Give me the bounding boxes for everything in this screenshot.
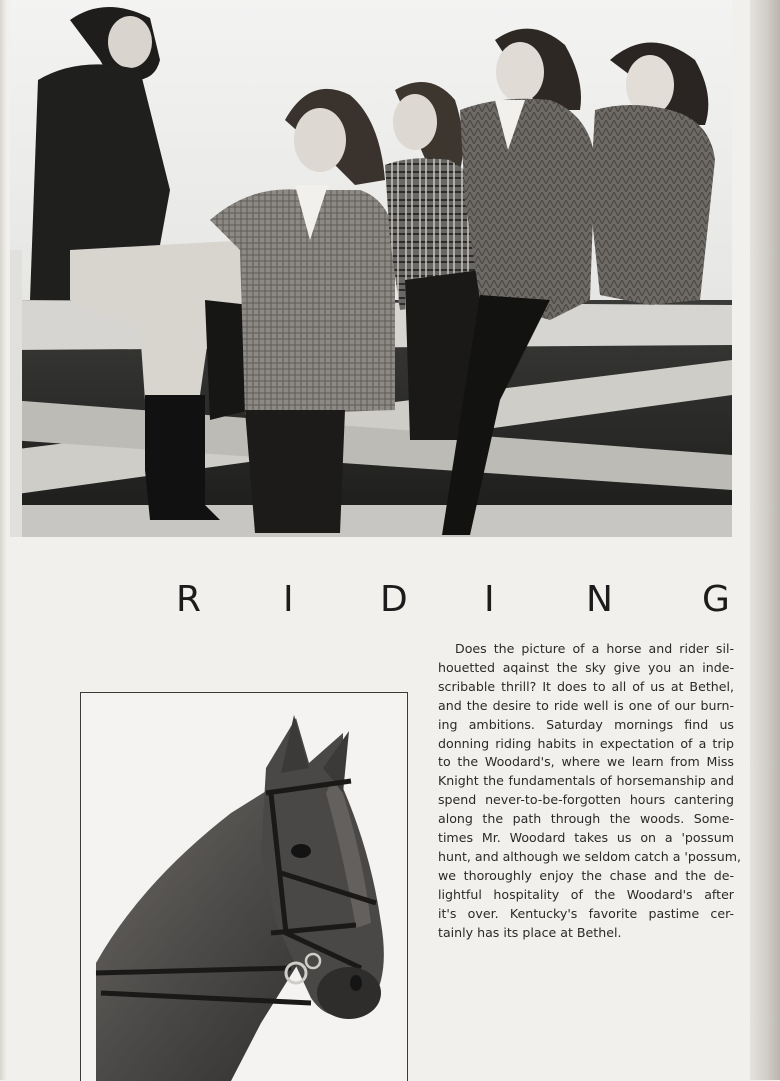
paragraph-line: it's over. Kentucky's favorite pastime cer- [438,905,734,921]
heading-letter: R [176,579,202,620]
paragraph-line: donning riding habits in expectation of a trip [438,735,734,751]
paragraph-line: along the path through the woods. Some- [438,811,734,827]
paragraph-line: to the Woodard's, where we learn from Miss [438,754,734,770]
heading-letter: G [702,579,730,620]
horse-photograph [80,692,408,1081]
paragraph-line: scribable thrill? It does to all of us at Bethel, [438,678,734,694]
body-paragraph [438,640,741,943]
paragraph-line: houetted aqainst the sky give you an inde- [438,659,734,675]
heading-letter: D [380,579,408,620]
paragraph-line: Knight the fundamentals of horsemanship and [438,773,734,789]
paragraph-line: times Mr. Woodard takes us on a 'possum [438,830,734,846]
riders-photograph [10,0,732,537]
paragraph-line: hunt, and although we seldom catch a 'possum, [438,848,741,864]
page-edge [0,0,6,1080]
paragraph-line: lightful hospitality of the Woodard's after [438,886,734,902]
page-heading [176,578,736,622]
heading-letter: N [586,579,613,620]
heading-letter: I [484,579,495,620]
paragraph-line: we thoroughly enjoy the chase and the de- [438,867,734,883]
paragraph-line: tainly has its place at Bethel. [438,924,622,940]
paragraph-line: and the desire to ride well is one of our burn- [438,697,734,713]
page-edge [750,0,780,1080]
paragraph-line: ing ambitions. Saturday mornings find us [438,716,734,732]
heading-letter: I [283,579,294,620]
paragraph-line: spend never-to-be-forgotten hours cantering [438,792,734,808]
paragraph-line: Does the picture of a horse and rider sil- [455,641,734,656]
